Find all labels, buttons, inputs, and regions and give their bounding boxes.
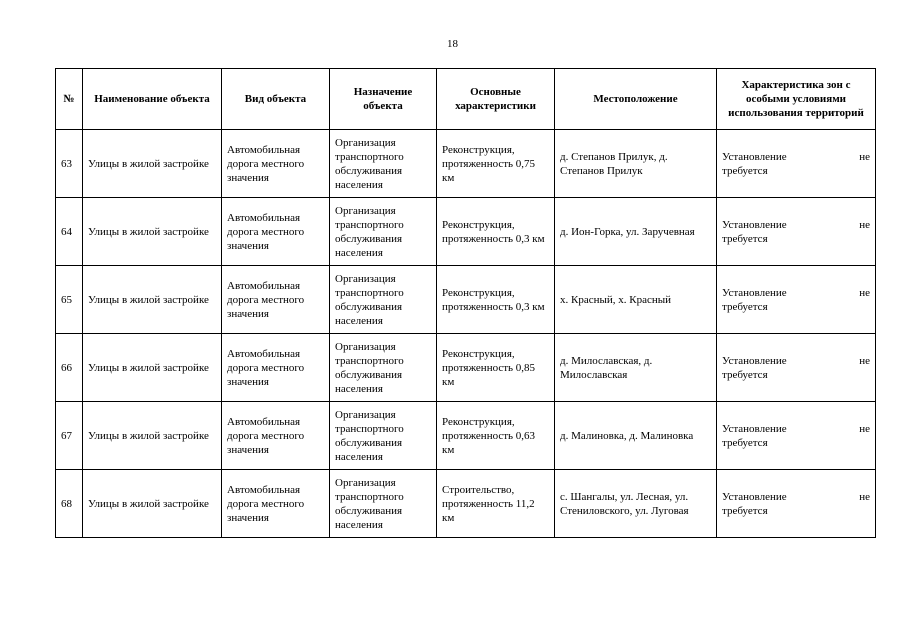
- zones-word-2: не: [859, 422, 870, 435]
- table-row: [56, 130, 876, 198]
- table-row: [56, 266, 876, 334]
- table-row: [56, 402, 876, 470]
- cell-num: 66: [56, 334, 83, 402]
- cell-zones: [717, 130, 876, 198]
- zones-word-1: Установление: [722, 218, 787, 231]
- cell-characteristics: Реконструкция, протяженность 0,85 км: [437, 334, 555, 402]
- cell-zones: [717, 266, 876, 334]
- zones-word-3: требуется: [722, 436, 768, 449]
- cell-location: с. Шангалы, ул. Лесная, ул. Стениловского, ул. Луговая: [555, 470, 717, 538]
- cell-num: 67: [56, 402, 83, 470]
- table-header-row: [56, 69, 876, 130]
- cell-num: 64: [56, 198, 83, 266]
- cell-purpose: Организация транспортного обслуживания населения: [330, 402, 437, 470]
- table-body: [56, 130, 876, 538]
- zones-word-3: требуется: [722, 164, 768, 177]
- table-header: [56, 69, 876, 130]
- cell-location: д. Степанов Прилук, д. Степанов Прилук: [555, 130, 717, 198]
- objects-table: [55, 68, 876, 538]
- header-name: Наименование объекта: [83, 69, 222, 130]
- cell-type: Автомобильная дорога местного значения: [222, 266, 330, 334]
- cell-zones: [717, 198, 876, 266]
- zones-word-2: не: [859, 490, 870, 503]
- cell-zones: [717, 334, 876, 402]
- zones-word-2: не: [859, 218, 870, 231]
- table-row: [56, 198, 876, 266]
- cell-purpose: Организация транспортного обслуживания населения: [330, 198, 437, 266]
- cell-name: Улицы в жилой застройке: [83, 130, 222, 198]
- cell-characteristics: Реконструкция, протяженность 0,63 км: [437, 402, 555, 470]
- cell-type: Автомобильная дорога местного значения: [222, 130, 330, 198]
- zones-word-1: Установление: [722, 286, 787, 299]
- header-characteristics: Основные характеристики: [437, 69, 555, 130]
- cell-location: д. Милославская, д. Милославская: [555, 334, 717, 402]
- cell-name: Улицы в жилой застройке: [83, 334, 222, 402]
- cell-num: 68: [56, 470, 83, 538]
- zones-word-2: не: [859, 354, 870, 367]
- cell-name: Улицы в жилой застройке: [83, 198, 222, 266]
- zones-word-2: не: [859, 286, 870, 299]
- cell-zones: [717, 402, 876, 470]
- header-purpose: Назначение объекта: [330, 69, 437, 130]
- cell-type: Автомобильная дорога местного значения: [222, 470, 330, 538]
- cell-zones: [717, 470, 876, 538]
- page-number: 18: [447, 38, 458, 50]
- cell-type: Автомобильная дорога местного значения: [222, 334, 330, 402]
- cell-purpose: Организация транспортного обслуживания населения: [330, 334, 437, 402]
- zones-word-1: Установление: [722, 490, 787, 503]
- cell-location: д. Малиновка, д. Малиновка: [555, 402, 717, 470]
- cell-name: Улицы в жилой застройке: [83, 402, 222, 470]
- cell-name: Улицы в жилой застройке: [83, 470, 222, 538]
- cell-type: Автомобильная дорога местного значения: [222, 198, 330, 266]
- zones-word-3: требуется: [722, 368, 768, 381]
- header-type: Вид объекта: [222, 69, 330, 130]
- cell-characteristics: Реконструкция, протяженность 0,3 км: [437, 266, 555, 334]
- header-num: №: [56, 69, 83, 130]
- table-row: [56, 470, 876, 538]
- cell-characteristics: Строительство, протяженность 11,2 км: [437, 470, 555, 538]
- cell-purpose: Организация транспортного обслуживания населения: [330, 470, 437, 538]
- zones-word-3: требуется: [722, 504, 768, 517]
- cell-purpose: Организация транспортного обслуживания населения: [330, 266, 437, 334]
- header-zones: Характеристика зон с особыми условиями использования территорий: [717, 69, 876, 130]
- cell-characteristics: Реконструкция, протяженность 0,75 км: [437, 130, 555, 198]
- cell-type: Автомобильная дорога местного значения: [222, 402, 330, 470]
- cell-num: 65: [56, 266, 83, 334]
- zones-word-2: не: [859, 150, 870, 163]
- cell-purpose: Организация транспортного обслуживания населения: [330, 130, 437, 198]
- cell-location: д. Ион-Горка, ул. Заручевная: [555, 198, 717, 266]
- table-row: [56, 334, 876, 402]
- cell-num: 63: [56, 130, 83, 198]
- header-location: Местоположение: [555, 69, 717, 130]
- zones-word-3: требуется: [722, 232, 768, 245]
- cell-characteristics: Реконструкция, протяженность 0,3 км: [437, 198, 555, 266]
- cell-name: Улицы в жилой застройке: [83, 266, 222, 334]
- zones-word-3: требуется: [722, 300, 768, 313]
- zones-word-1: Установление: [722, 150, 787, 163]
- cell-location: х. Красный, х. Красный: [555, 266, 717, 334]
- zones-word-1: Установление: [722, 422, 787, 435]
- zones-word-1: Установление: [722, 354, 787, 367]
